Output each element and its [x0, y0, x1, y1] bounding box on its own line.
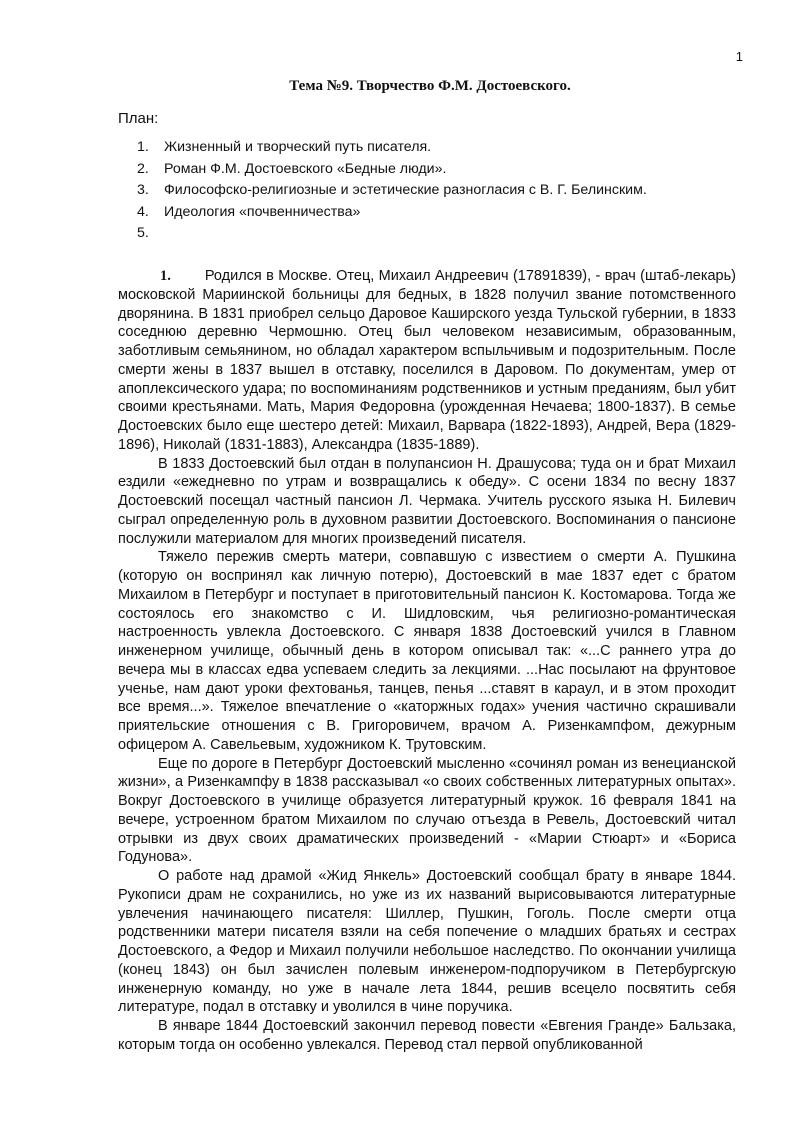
- paragraph: В 1833 Достоевский был отдан в полупансион Н. Драшусова; туда он и брат Михаил ездили «ежедневно по утрам и возвращались к обеду». С осени 1834 по весну 1837 Достоевский посещал частный пансион Л. Чермака. Учитель русского языка Н. Билевич сыграл определенную роль в духовном развитии Достоевского. Воспоминания о пансионе послужили материалом для многих произведений писателя.: [118, 455, 736, 547]
- section-body: [118, 267, 736, 1055]
- paragraph: О работе над драмой «Жид Янкель» Достоевский сообщал брату в январе 1844. Рукописи драм не сохранились, но уже из их названий вырисовываются литературные увлечения начинающего писателя: Шиллер, Пушкин, Гоголь. После смерти отца родственники матери писателя взяли на себя попечение о младших братьях и сестрах Достоевского, а Федор и Михаил получили небольшое наследство. По окончании училища (конец 1843) он был зачислен полевым инженером-подпоручиком в Петербургскую инженерную команду, но уже в начале лета 1844, решив всецело посвятить себя литературе, подал в отставку и уволился в чине поручика.: [118, 868, 736, 1016]
- plan-item: [137, 159, 647, 181]
- plan-item: [137, 202, 647, 224]
- section-number: 1.: [160, 268, 171, 284]
- plan-item: [137, 223, 647, 245]
- plan-item: [137, 137, 647, 159]
- plan-item-text: Роман Ф.М. Достоевского «Бедные люди».: [164, 160, 447, 177]
- document-title: Тема №9. Творчество Ф.М. Достоевского.: [289, 78, 571, 94]
- plan-item-number: 2.: [137, 160, 149, 177]
- paragraph-text: Родился в Москве. Отец, Михаил Андреевич (17891839), - врач (штаб-лекарь) московской Мариинской больницы для бедных, в 1828 получил звание потомственного дворянина. В 1831 приобрел сельцо Даровое Каширского уезда Тульской губернии, в 1833 соседнюю деревню Чермошню. Отец был человеком независимым, образованным, заботливым семьянином, но обладал характером вспыльчивым и подозрительным. После смерти жены в 1837 вышел в отставку, поселился в Даровом. По документам, умер от апоплексического удара; по воспоминаниям родственников и устным преданиям, был убит своими крестьянами. Мать, Мария Федоровна (урожденная Нечаева; 1800-1837). В семье Достоевских было еще шестеро детей: Михаил, Варвара (1822-1893), Андрей, Вера (1829-1896), Николай (1831-1883), Александра (1835-1889).: [118, 268, 736, 453]
- paragraph: Тяжело пережив смерть матери, совпавшую с известием о смерти А. Пушкина (которую он воспринял как личную потерю), Достоевский в мае 1837 едет с братом Михаилом в Петербург и поступает в приготовительный пансион К. Костомарова. Тогда же состоялось его знакомство с И. Шидловским, чья религиозно-романтическая настроенность увлекла Достоевского. С января 1838 Достоевский учился в Главном инженерном училище, обычный день в котором описывал так: «...С раннего утра до вечера мы в классах едва успеваем следить за лекциями. ...Нас посылают на фрунтовое ученье, нам дают уроки фехтованья, танцев, пенья ...ставят в караул, и в этом проходит все время...». Тяжелое впечатление о «каторжных годах» учения частично скрашивали приятельские отношения с В. Григоровичем, врачом А. Ризенкампфом, дежурным офицером А. Савельевым, художником К. Трутовским.: [118, 549, 736, 753]
- plan-item-text: Жизненный и творческий путь писателя.: [164, 139, 432, 155]
- plan-item-number: 1.: [137, 139, 149, 155]
- plan-item-number: 4.: [137, 203, 149, 220]
- plan-list: [137, 137, 647, 245]
- page-number: 1: [735, 49, 743, 64]
- plan-item: [137, 180, 647, 202]
- paragraph: [118, 267, 736, 455]
- plan-item-text: Идеология «почвенничества»: [164, 203, 361, 220]
- paragraph: Еще по дороге в Петербург Достоевский мысленно «сочинял роман из венецианской жизни», а Ризенкампфу в 1838 рассказывал «о своих собственных литературных опытах». Вокруг Достоевского в училище образуется литературный кружок. 16 февраля 1841 на вечере, устроенном братом Михаилом по случаю отъезда в Ревель, Достоевский читал отрывки из двух своих драматических произведений - «Марии Стюарт» и «Бориса Годунова».: [118, 755, 736, 866]
- plan-heading: План:: [118, 110, 159, 127]
- plan-item-text: Философско-религиозные и эстетические разногласия с В. Г. Белинским.: [164, 182, 647, 198]
- plan-item-number: 5.: [137, 225, 149, 241]
- paragraph: В январе 1844 Достоевский закончил перевод повести «Евгения Гранде» Бальзака, которым тогда он особенно увлекался. Перевод стал первой опубликованной: [118, 1018, 736, 1053]
- plan-item-number: 3.: [137, 182, 149, 198]
